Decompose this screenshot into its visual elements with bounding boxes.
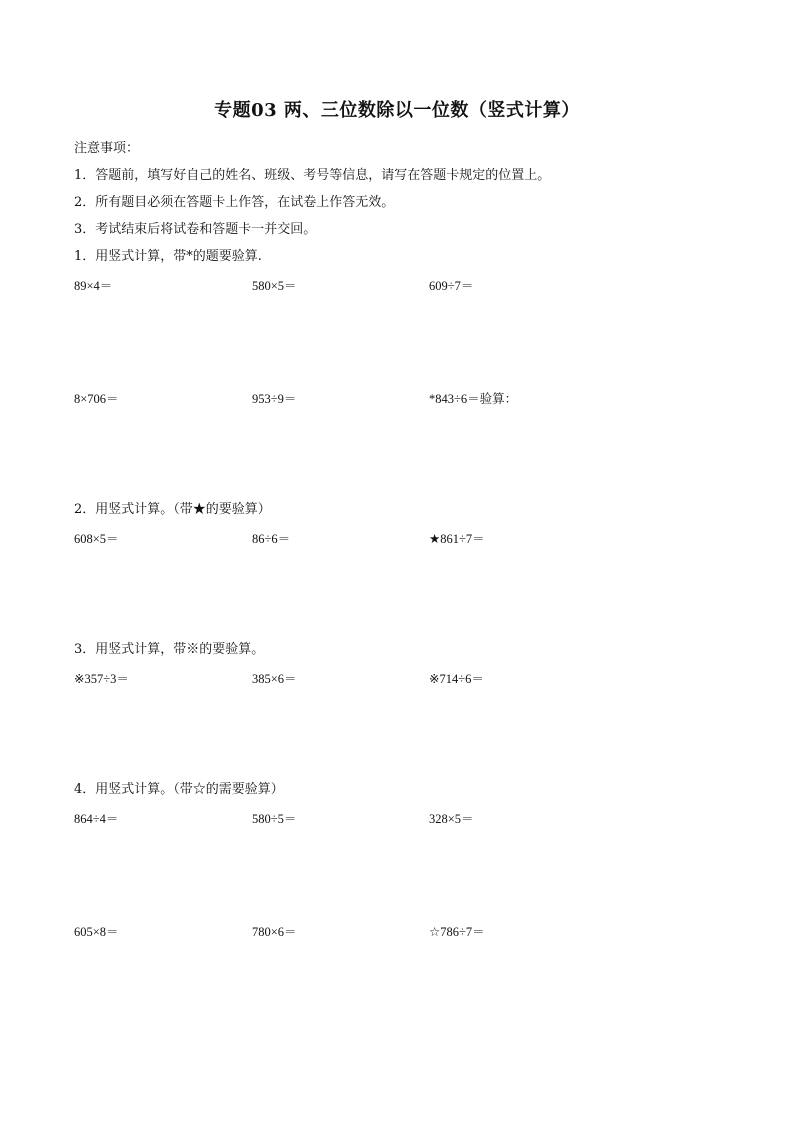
- page-title: 专题03 两、三位数除以一位数（竖式计算）: [214, 100, 580, 121]
- problem-3-1: ※357÷3＝: [74, 672, 129, 686]
- problem-2-1: 608×5＝: [74, 532, 119, 546]
- problem-4-2: 580÷5＝: [252, 812, 297, 826]
- problem-2-2: 86÷6＝: [252, 532, 291, 546]
- section-4-instruction: 4．用竖式计算。（带☆的需要验算）: [74, 782, 284, 797]
- problem-2-3: ★861÷7＝: [429, 532, 485, 546]
- problem-1-6: *843÷6＝验算：: [429, 392, 518, 406]
- problem-1-5: 953÷9＝: [252, 392, 297, 406]
- problem-3-3: ※714÷6＝: [429, 672, 484, 686]
- section-2-instruction: 2．用竖式计算。（带★的要验算）: [74, 502, 271, 517]
- section-1-instruction: 1．用竖式计算，带*的题要验算.: [74, 249, 262, 264]
- problem-1-1: 89×4＝: [74, 279, 113, 293]
- problem-4-3: 328×5＝: [429, 812, 474, 826]
- notice-item-3: 3．考试结束后将试卷和答题卡一并交回。: [74, 222, 317, 237]
- problem-4-6: ☆786÷7＝: [429, 925, 485, 939]
- notice-item-2: 2．所有题目必须在答题卡上作答，在试卷上作答无效。: [74, 195, 395, 210]
- problem-1-2: 580×5＝: [252, 279, 297, 293]
- problem-4-4: 605×8＝: [74, 925, 119, 939]
- problem-4-1: 864÷4＝: [74, 812, 119, 826]
- problem-1-3: 609÷7＝: [429, 279, 474, 293]
- section-3-instruction: 3．用竖式计算，带※的要验算。: [74, 642, 265, 657]
- problem-1-4: 8×706＝: [74, 392, 119, 406]
- notice-heading: 注意事项：: [74, 141, 140, 156]
- problem-3-2: 385×6＝: [252, 672, 297, 686]
- notice-item-1: 1．答题前，填写好自己的姓名、班级、考号等信息，请写在答题卡规定的位置上。: [74, 168, 551, 183]
- problem-4-5: 780×6＝: [252, 925, 297, 939]
